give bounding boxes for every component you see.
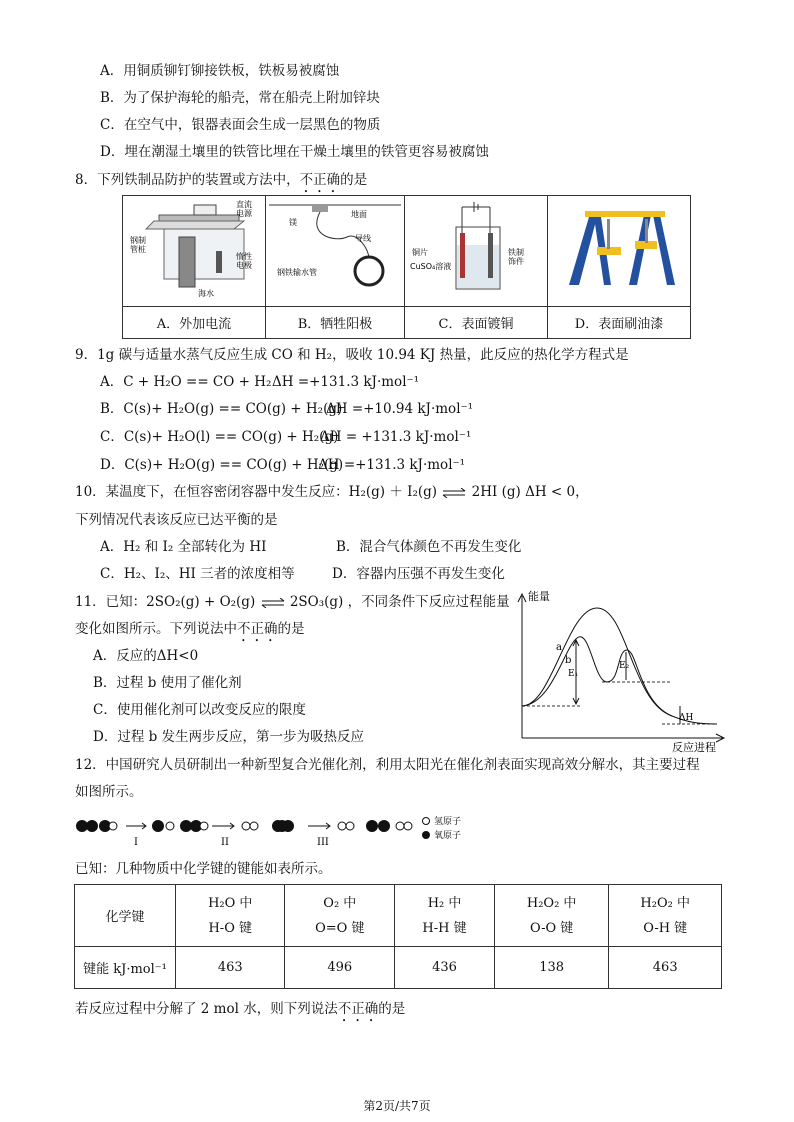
table-cell: 463 [176, 947, 285, 989]
table-cell: 463 [609, 947, 722, 989]
fig-a-cell [123, 196, 266, 307]
fig-c-label-iron1: 铁制 [508, 248, 524, 257]
graph-ylabel: 能量 [528, 590, 550, 603]
fig-b-caption: B．牺牲阳极 [266, 307, 405, 339]
table-header-col5: H₂O₂ 中 O-H 键 [609, 885, 722, 947]
fig-c-cell [405, 196, 548, 307]
fig-d-caption: D．表面刷油漆 [548, 307, 691, 339]
q8-figure-table [122, 195, 691, 339]
sacrificial-anode-diagram [267, 197, 403, 301]
step-1-label: I [134, 837, 138, 848]
q8-stem: 8．下列铁制品防护的装置或方法中，不正确的是 [75, 172, 368, 188]
fig-a-label-electrode1: 惰性 [236, 252, 252, 261]
fig-b-label-ground: 地面 [351, 210, 367, 219]
q7-option-d: D．埋在潮湿土壤里的铁管比埋在干燥土壤里的铁管更容易被腐蚀 [100, 144, 489, 160]
q11-option-d: D．过程 b 发生两步反应，第一步为吸热反应 [93, 729, 365, 745]
q10-option-d: D．容器内压强不再发生变化 [332, 566, 505, 582]
graph-xlabel: 反应进程 [672, 741, 716, 754]
legend-oxygen: 氧原子 [434, 831, 462, 841]
fig-c-label-iron2: 饰件 [508, 257, 524, 266]
q10-option-a: A．H₂ 和 I₂ 全部转化为 HI [100, 539, 267, 555]
graph-curve-b: b [565, 655, 572, 666]
q12-last-line: 若反应过程中分解了 2 mol 水，则下列说法不正确的是 [75, 1001, 406, 1017]
q7-option-a: A．用铜质铆钉铆接铁板，铁板易被腐蚀 [100, 63, 340, 79]
q11-stem-line2: 变化如图所示。下列说法中不正确的是 [75, 621, 305, 637]
q10-stem-line1: 10．某温度下，在恒容密闭容器中发生反应：H₂(g) ＋ I₂(g) 2HI (g) ΔH < 0， [75, 484, 589, 500]
fig-a-label-power1: 直流 [236, 200, 252, 209]
table-cell: 436 [395, 947, 495, 989]
q9-option-c-dh: ΔH = +131.3 kJ·mol⁻¹ [320, 429, 472, 445]
water-splitting-process-diagram [74, 813, 474, 849]
table-cell: 138 [494, 947, 608, 989]
step-3-label: III [317, 837, 329, 848]
graph-curve-a: a [556, 642, 562, 653]
fig-d-cell [548, 196, 691, 307]
q12-known: 已知：几种物质中化学键的键能如表所示。 [75, 861, 332, 877]
fig-a-label-pile2: 管桩 [130, 245, 146, 254]
q10-option-c: C．H₂、I₂、HI 三者的浓度相等 [100, 566, 295, 582]
step-2-label: II [221, 837, 229, 848]
fig-c-label-cu: 铜片 [412, 248, 428, 257]
fig-a-label-seawater: 海水 [198, 289, 214, 298]
graph-e1: E₁ [568, 669, 579, 679]
q9-option-c-eq: C．C(s)+ H₂O(l) == CO(g) + H₂(g) [100, 429, 339, 445]
graph-dh: ΔH [679, 713, 694, 723]
q11-stem-line1: 11．已知：2SO₂(g) + O₂(g) 2SO₃(g) ，不同条件下反应过程能量 [75, 594, 510, 610]
fig-b-label-wire: 导线 [355, 234, 371, 243]
q9-option-d-eq: D．C(s)+ H₂O(g) == CO(g) + H₂(g) [100, 457, 344, 473]
q12-stem-line1: 12．中国研究人员研制出一种新型复合光催化剂，利用太阳光在催化剂表面实现高效分解水，其主要过程 [75, 757, 700, 773]
graph-e2: E₂ [619, 661, 630, 671]
q9-option-b-eq: B．C(s)+ H₂O(g) == CO(g) + H₂(g) [100, 401, 343, 417]
bond-energy-table [74, 884, 722, 989]
fig-b-label-mg: 镁 [289, 218, 297, 227]
q9-option-a-dh: ΔH =+131.3 kJ·mol⁻¹ [272, 374, 420, 390]
table-header-col3: H₂ 中 H-H 键 [395, 885, 495, 947]
fig-c-caption: C．表面镀铜 [405, 307, 548, 339]
fig-a-caption: A．外加电流 [123, 307, 266, 339]
table-row-label: 键能 kJ·mol⁻¹ [75, 947, 176, 989]
q11-option-b: B．过程 b 使用了催化剂 [93, 675, 242, 691]
q10-stem-line2: 下列情况代表该反应已达平衡的是 [75, 512, 278, 528]
q12-stem-line2: 如图所示。 [75, 784, 143, 800]
fig-c-label-solution: CuSO₄溶液 [410, 262, 452, 271]
q11-option-c: C．使用催化剂可以改变反应的限度 [93, 702, 306, 718]
table-header-col4: H₂O₂ 中 O-O 键 [494, 885, 608, 947]
fig-a-label-pile1: 钢制 [130, 236, 146, 245]
q9-option-d-dh: ΔH =+131.3 kJ·mol⁻¹ [318, 457, 466, 473]
impressed-current-diagram [124, 197, 264, 301]
energy-profile-graph [512, 588, 732, 754]
q11-option-a: A．反应的ΔH<0 [93, 648, 199, 664]
q9-stem: 9．1g 碳与适量水蒸气反应生成 CO 和 H₂，吸收 10.94 KJ 热量，此反应的热化学方程式是 [75, 347, 629, 363]
q7-option-c: C．在空气中，银器表面会生成一层黑色的物质 [100, 117, 381, 133]
fig-b-cell [266, 196, 405, 307]
copper-plating-diagram [406, 197, 546, 301]
table-header-col1: H₂O 中 H-O 键 [176, 885, 285, 947]
equilibrium-arrow-icon [260, 598, 286, 608]
table-header-bond: 化学键 [75, 885, 176, 947]
table-header-col2: O₂ 中 O=O 键 [285, 885, 395, 947]
q9-option-a-eq: A．C + H₂O == CO + H₂ [100, 374, 272, 390]
q10-option-b: B．混合气体颜色不再发生变化 [336, 539, 522, 555]
fig-a-label-electrode2: 电极 [236, 261, 252, 270]
page-footer: 第2页/共7页 [363, 1099, 431, 1113]
painted-equipment-image [549, 197, 689, 301]
table-cell: 496 [285, 947, 395, 989]
fig-b-label-pipe: 钢铁输水管 [277, 268, 317, 277]
q7-option-b: B．为了保护海轮的船壳，常在船壳上附加锌块 [100, 90, 380, 106]
fig-a-label-power2: 电源 [236, 209, 252, 218]
equilibrium-arrow-icon [441, 488, 467, 498]
legend-hydrogen: 氢原子 [434, 817, 462, 827]
q9-option-b-dh: ΔH =+10.94 kJ·mol⁻¹ [326, 401, 474, 417]
